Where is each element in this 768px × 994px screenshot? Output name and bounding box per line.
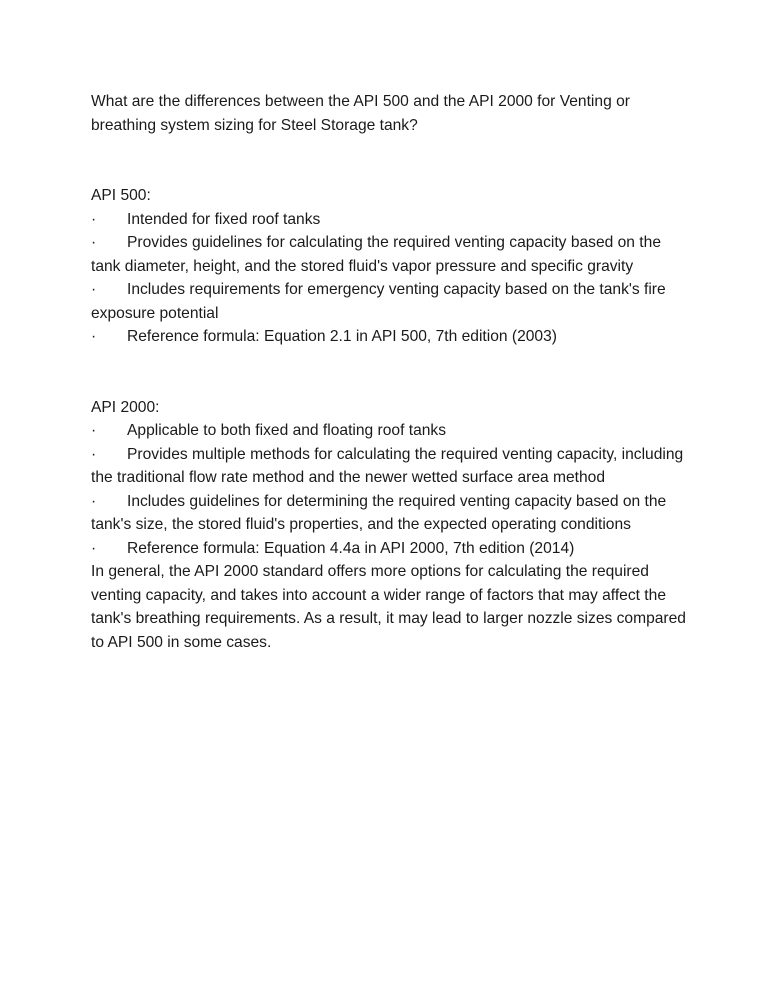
bullet-marker: · [91, 210, 97, 228]
section-api-500 [91, 184, 691, 349]
bullet-marker: · [91, 234, 97, 251]
list-item: · Includes requirements for emergency venting capacity based on the tank's fire exposure potential [91, 278, 691, 325]
list-item: · Reference formula: Equation 4.4a in API 2000, 7th edition (2014) [91, 537, 691, 561]
list-item: · Intended for fixed roof tanks [91, 208, 691, 232]
question-paragraph: What are the differences between the API 500 and the API 2000 for Venting or breathing system sizing for Steel Storage tank? [91, 93, 630, 134]
bullet-marker: · [91, 445, 97, 463]
bullet-marker: · [91, 281, 97, 298]
list-item: · Applicable to both fixed and floating roof tanks [91, 419, 691, 443]
bullet-marker: · [91, 328, 97, 345]
document-page [91, 90, 691, 654]
list-item: · Provides guidelines for calculating the required venting capacity based on the tank diameter, height, and the stored fluid's vapor pressure and specific gravity [91, 231, 691, 278]
section-api-2000 [91, 396, 691, 561]
list-item: · Reference formula: Equation 2.1 in API 500, 7th edition (2003) [91, 325, 691, 349]
section-title-api-500: API 500: [91, 187, 151, 204]
bullet-marker: · [91, 492, 97, 510]
bullet-marker: · [91, 422, 97, 439]
conclusion-paragraph: In general, the API 2000 standard offers more options for calculating the required venting capacity, and takes into account a wider range of factors that may affect the tank's breathing requirements. As a result, it may lead to larger nozzle sizes compared to API 500 in some cases. [91, 563, 686, 651]
section-title-api-2000: API 2000: [91, 398, 160, 416]
bullet-marker: · [91, 539, 97, 557]
list-item: · Includes guidelines for determining the required venting capacity based on the tank's size, the stored fluid's properties, and the expected operating conditions [91, 490, 691, 537]
list-item: · Provides multiple methods for calculating the required venting capacity, including the traditional flow rate method and the newer wetted surface area method [91, 443, 691, 490]
